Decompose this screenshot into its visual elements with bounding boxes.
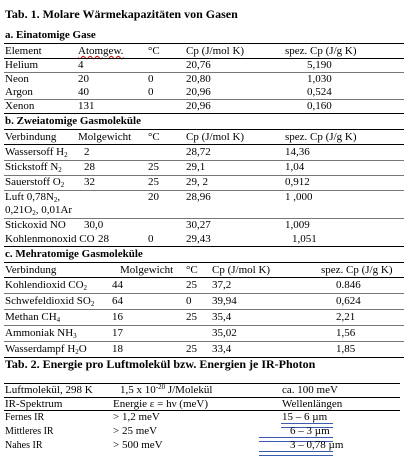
- table-row-cell: Wasserdampf $H_2O$: [5, 343, 87, 356]
- table-row-cell: 44: [112, 279, 123, 291]
- table-row-cell: 32: [84, 176, 95, 188]
- table2-row-label: Nahes IR: [5, 440, 43, 451]
- table-row-cell: 0.846: [336, 279, 361, 291]
- table-row-cell: 29,1: [186, 161, 206, 173]
- col-cp: Cp (J/mol K): [186, 45, 245, 57]
- table2-row-label: Mittleres IR: [5, 426, 54, 437]
- section-c-top-rule: [4, 262, 404, 263]
- table-row-cell: 30,27: [186, 219, 211, 231]
- table2-cell-energy: 1,5 x $10^{-20}$ J/Molekül: [120, 383, 213, 396]
- section-a-top-rule: [4, 43, 404, 44]
- table-row-cell: 1 ,000: [285, 191, 313, 203]
- table-row-cell: 0: [148, 233, 154, 245]
- row-rule: [4, 309, 404, 310]
- table-row-cell: 20,96: [186, 86, 211, 98]
- table-row-cell: Schwefeldioxid $SO_2$: [5, 295, 95, 308]
- table-row-cell: Sauerstoff $O_2$: [5, 176, 65, 189]
- table-row-cell: Argon: [5, 86, 33, 98]
- table2-row-energy: > 1,2 meV: [113, 411, 160, 423]
- table2-cell-molecule: Luftmolekül, 298 K: [5, 384, 93, 396]
- section-a-title: a. Einatomige Gase: [5, 29, 96, 41]
- table-row-cell: 4: [78, 59, 84, 71]
- table-row-cell: 28,72: [186, 146, 211, 158]
- table2-row-label: Fernes IR: [5, 412, 45, 423]
- table-row-cell: 33,4: [212, 343, 232, 355]
- table-row-cell: 1,051: [292, 233, 317, 245]
- section-b-title: b. Zweiatomige Gasmoleküle: [5, 115, 141, 127]
- section-c-header-rule: [4, 277, 404, 278]
- table-row-cell: Neon: [5, 73, 29, 85]
- table-row-cell: 28,96: [186, 191, 211, 203]
- col-verbindung: Verbindung: [5, 131, 57, 143]
- section-c-title: c. Mehratomige Gasmoleküle: [5, 248, 143, 260]
- table-row-cell: 28: [84, 161, 95, 173]
- table-row-cell: Ammoniak $NH_3$: [5, 327, 77, 340]
- table-row-cell: 0: [186, 295, 192, 307]
- table-row-cell: 14,36: [285, 146, 310, 158]
- table-row-cell: 20,96: [186, 100, 211, 112]
- section-b-top-rule: [4, 129, 404, 130]
- col-spez-cp: spez. Cp (J/g K): [321, 264, 393, 276]
- table2-double-rule: [259, 451, 333, 456]
- section-a-bottom-rule: [4, 113, 404, 114]
- col-temp: °C: [186, 264, 198, 276]
- table2-head-wavelength: Wellenlängen: [282, 398, 343, 410]
- table-row-cell: 1,56: [336, 327, 356, 339]
- table-row-cell: 20,76: [186, 59, 211, 71]
- table-row-cell: Luft $0,78N_2$,: [5, 191, 61, 204]
- col-atomgew: Atomgew.: [78, 45, 124, 57]
- table-row-cell: 30,0: [84, 219, 104, 231]
- table-row-cell: 37,2: [212, 279, 232, 291]
- table-row-cell: Stickoxid NO: [5, 219, 66, 231]
- table-row-cell: 25: [186, 311, 197, 323]
- col-temp: °C: [148, 45, 160, 57]
- table-row-cell: 20,80: [186, 73, 211, 85]
- table-row-cell: 0: [148, 73, 154, 85]
- table2-head-spectrum: IR-Spektrum: [5, 398, 63, 410]
- table2-title: Tab. 2. Energie pro Luftmolekül bzw. Energien je IR-Photon: [5, 357, 316, 371]
- table-row-cell: 1,009: [285, 219, 310, 231]
- table2-head-energy: Energie ε = hν (meV): [113, 398, 209, 410]
- col-cp: Cp (J/mol K): [212, 264, 271, 276]
- table2-row-energy: > 25 meV: [113, 425, 158, 437]
- col-element: Element: [5, 45, 42, 57]
- table-row-cell: 2,21: [336, 311, 356, 323]
- table-row-cell: 1,04: [285, 161, 305, 173]
- col-verbindung: Verbindung: [5, 264, 57, 276]
- table-row-cell: 1,85: [336, 343, 356, 355]
- table-row-cell: 16: [112, 311, 123, 323]
- table-row-cell: Helium: [5, 59, 38, 71]
- col-temp: °C: [148, 131, 160, 143]
- table2-head-rule: [4, 410, 400, 411]
- table-row-cell: 0,624: [336, 295, 361, 307]
- table-row-cell: 28: [98, 233, 109, 245]
- row-rule: [4, 293, 404, 294]
- col-spez-cp: spez. Cp (J/g K): [285, 131, 357, 143]
- table-row-cell: Xenon: [5, 100, 35, 112]
- row-rule: [4, 325, 404, 326]
- table-row-cell: 131: [78, 100, 95, 112]
- table-row-cell: Methan $CH_4$: [5, 311, 61, 324]
- table-row-cell: 25: [186, 279, 197, 291]
- table-row-cell: 20: [78, 73, 89, 85]
- table-row-cell: 40: [78, 86, 89, 98]
- table-row-cell: 64: [112, 295, 123, 307]
- table-row-cell: 35,4: [212, 311, 232, 323]
- table-row-cell: 5,190: [307, 59, 332, 71]
- table2-row-wavelength: 3 – 0,78 µm: [290, 439, 344, 451]
- table2-row-wavelength: 15 – 6 µm: [282, 411, 328, 423]
- table-row-cell: 1,030: [307, 73, 332, 85]
- table2-row-wavelength: 6 – 3 µm: [290, 425, 330, 437]
- table-row-cell: 25: [186, 343, 197, 355]
- table-row-cell: 0: [148, 86, 154, 98]
- col-molgewicht: Molgewicht: [78, 131, 132, 143]
- table-row-cell: 0,160: [307, 100, 332, 112]
- table-row-cell: Stickstoff $N_2$: [5, 161, 62, 174]
- table-row-cell: 17: [112, 327, 123, 339]
- table-row-cell: Wassersoff $H_2$: [5, 146, 68, 159]
- table-row-cell: 2: [84, 146, 90, 158]
- table2-row-energy: > 500 meV: [113, 439, 163, 451]
- col-molgewicht: Molgewicht: [120, 264, 174, 276]
- table-row-cell: 39,94: [212, 295, 237, 307]
- table-row-cell: 25: [148, 161, 159, 173]
- col-spez-cp: spez. Cp (J/g K): [285, 45, 357, 57]
- col-cp: Cp (J/mol K): [186, 131, 245, 143]
- table-row-cell: 18: [112, 343, 123, 355]
- table-row-cell: 25: [148, 176, 159, 188]
- table1-title: Tab. 1. Molare Wärmekapazitäten von Gasen: [5, 7, 238, 21]
- section-b-header-rule: [4, 144, 404, 145]
- section-b-bottom-rule: [4, 246, 404, 247]
- table-row-cell: 29, 2: [186, 176, 208, 188]
- table-row-cell: Kohlendioxid $CO_2$: [5, 279, 88, 292]
- table-row-cell: $0,21O_2$, 0,01Ar: [5, 204, 73, 217]
- table2-cell-approx: ca. 100 meV: [282, 384, 338, 396]
- table-row-cell: 0,912: [285, 176, 310, 188]
- table-row-cell: Kohlenmonoxid CO: [5, 233, 95, 245]
- table-row-cell: 35,02: [212, 327, 237, 339]
- table-row-cell: 20: [148, 191, 159, 203]
- row-rule: [4, 341, 404, 342]
- table-row-cell: 29,43: [186, 233, 211, 245]
- table-row-cell: 0,524: [307, 86, 332, 98]
